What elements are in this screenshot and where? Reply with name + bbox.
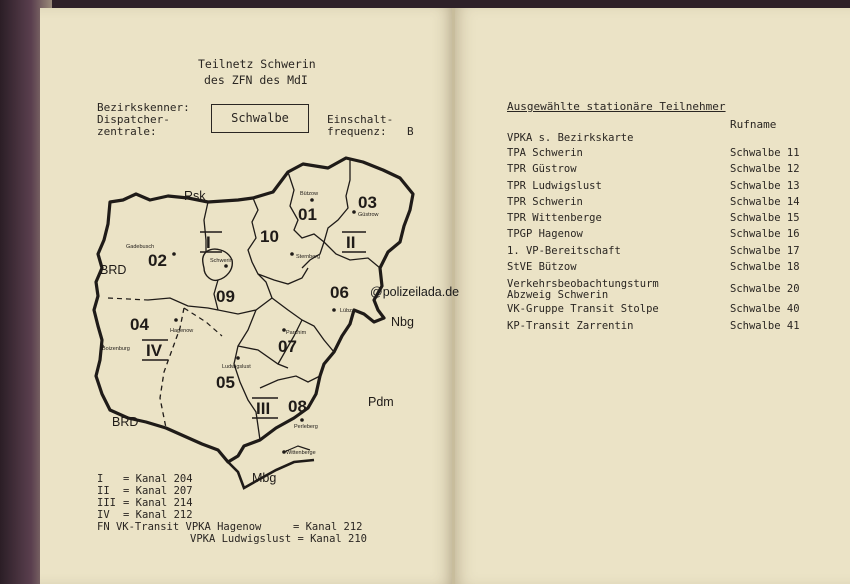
participant-callsign: Schwalbe 11 [730,147,800,159]
einschalt-label-1: Einschalt- [327,113,394,126]
district-07: 07 [278,337,297,356]
town-gadebusch: Gadebusch [126,244,155,250]
participant-name: Verkehrsbeobachtungsturm Abzweig Schwerin [507,278,659,301]
participant-name: TPR Wittenberge [507,212,602,225]
district-03: 03 [358,193,377,212]
participant-name: TPA Schwerin [507,147,583,159]
legend-key: IV [97,509,110,521]
participant-callsign: Schwalbe 12 [730,163,800,176]
town-buetzow: Bützow [300,191,319,197]
table-row [507,163,807,179]
town-wittenberge: Wittenberge [286,450,316,456]
legend-key: II [97,485,110,497]
label-brd-2: BRD [112,415,139,429]
legend-row-4 [97,510,193,522]
legend-key: III [97,497,116,509]
table-row [507,320,807,336]
participant-name: TPR Ludwigslust [507,179,602,192]
participant-callsign: Schwalbe 14 [730,195,800,208]
title-line-2: des ZFN des MdI [204,73,308,87]
channel-areas [146,233,355,418]
area-I: I [206,233,211,252]
table-heading: Ausgewählte stationäre Teilnehmer [507,100,726,113]
callsign-box: Schwalbe [211,104,309,133]
table-row [507,228,807,244]
participant-name: VK-Gruppe Transit Stolpe [507,303,659,316]
participant-callsign: Schwalbe 15 [730,212,800,225]
participant-table [507,147,807,336]
town-guestrow: Güstrow [358,212,379,218]
legend-value: = Kanal 207 [123,485,193,497]
town-ludwigslust: Ludwigslust [222,364,251,370]
table-row [507,147,807,163]
table-row [507,303,807,319]
area-III: III [256,399,271,418]
dispatcher-label-1: Dispatcher- [97,113,170,126]
participant-callsign: Schwalbe 13 [730,179,800,192]
town-luebz: Lübz [340,308,352,314]
legend-value: = Kanal 214 [123,497,193,509]
town-boizenburg: Boizenburg [102,346,130,352]
district-04: 04 [130,315,149,334]
district-08: 08 [288,397,307,416]
area-IV: IV [146,341,163,360]
town-parchim: Parchim [286,330,307,336]
district-05: 05 [216,373,235,392]
town-schwerin: Schwerin [210,258,233,264]
participant-name: TPR Schwerin [507,195,583,208]
participant-callsign: Schwalbe 40 [730,303,800,316]
dispatcher-label-2: zentrale: [97,125,157,138]
participant-name: TPGP Hagenow [507,228,583,241]
label-rsk: Rsk [184,189,206,203]
legend-key: I [97,473,104,485]
table-row [507,245,807,261]
note-row: VPKA s. Bezirkskarte [507,132,634,144]
area-II: II [346,233,356,252]
table-row [507,261,807,277]
legend-row-1 [97,474,193,486]
participant-callsign: Schwalbe 16 [730,228,800,241]
legend-fn-2: VPKA Ludwigslust = Kanal 210 [190,533,368,545]
legend-value: = Kanal 212 [123,509,193,521]
participant-callsign: Schwalbe 41 [730,319,800,332]
town-perleberg: Perleberg [294,424,318,430]
participant-name: KP-Transit Zarrentin [507,319,634,332]
kenner-label: Bezirkskenner: [97,101,190,114]
label-pdm: Pdm [368,395,394,409]
legend-row-3 [97,498,193,510]
participant-name: TPR Güstrow [507,163,577,176]
table-row [507,212,807,228]
label-nbg: Nbg [391,315,414,329]
watermark: @polizeilada.de [370,285,460,299]
district-10: 10 [260,227,279,246]
legend-value: = Kanal 204 [123,473,193,485]
legend-fn-1: FN VK-Transit VPKA Hagenow = Kanal 212 [97,521,363,533]
district-02: 02 [148,251,167,270]
participant-name: StVE Bützow [507,261,577,274]
district-09: 09 [216,287,235,306]
label-brd-1: BRD [100,263,127,277]
district-06: 06 [330,283,349,302]
legend-row-2 [97,486,193,498]
district-map [88,150,428,510]
table-row [507,196,807,212]
table-row [507,180,807,196]
einschalt-value: B [407,125,414,138]
participant-name: 1. VP-Bereitschaft [507,244,621,257]
table-row [507,277,807,303]
participant-callsign: Schwalbe 20 [730,283,800,296]
district-01: 01 [298,205,317,224]
town-sternberg: Sternberg [296,254,321,260]
participant-callsign: Schwalbe 18 [730,261,800,274]
town-hagenow: Hagenow [170,328,194,334]
roman-underlines [142,232,366,418]
participant-callsign: Schwalbe 17 [730,244,800,257]
einschalt-label-2: frequenz: [327,125,387,138]
label-mbg: Mbg [252,471,277,485]
column-header-rufname: Rufname [730,118,777,131]
title-line-1: Teilnetz Schwerin [198,57,316,71]
schwerin-lake [203,249,233,280]
